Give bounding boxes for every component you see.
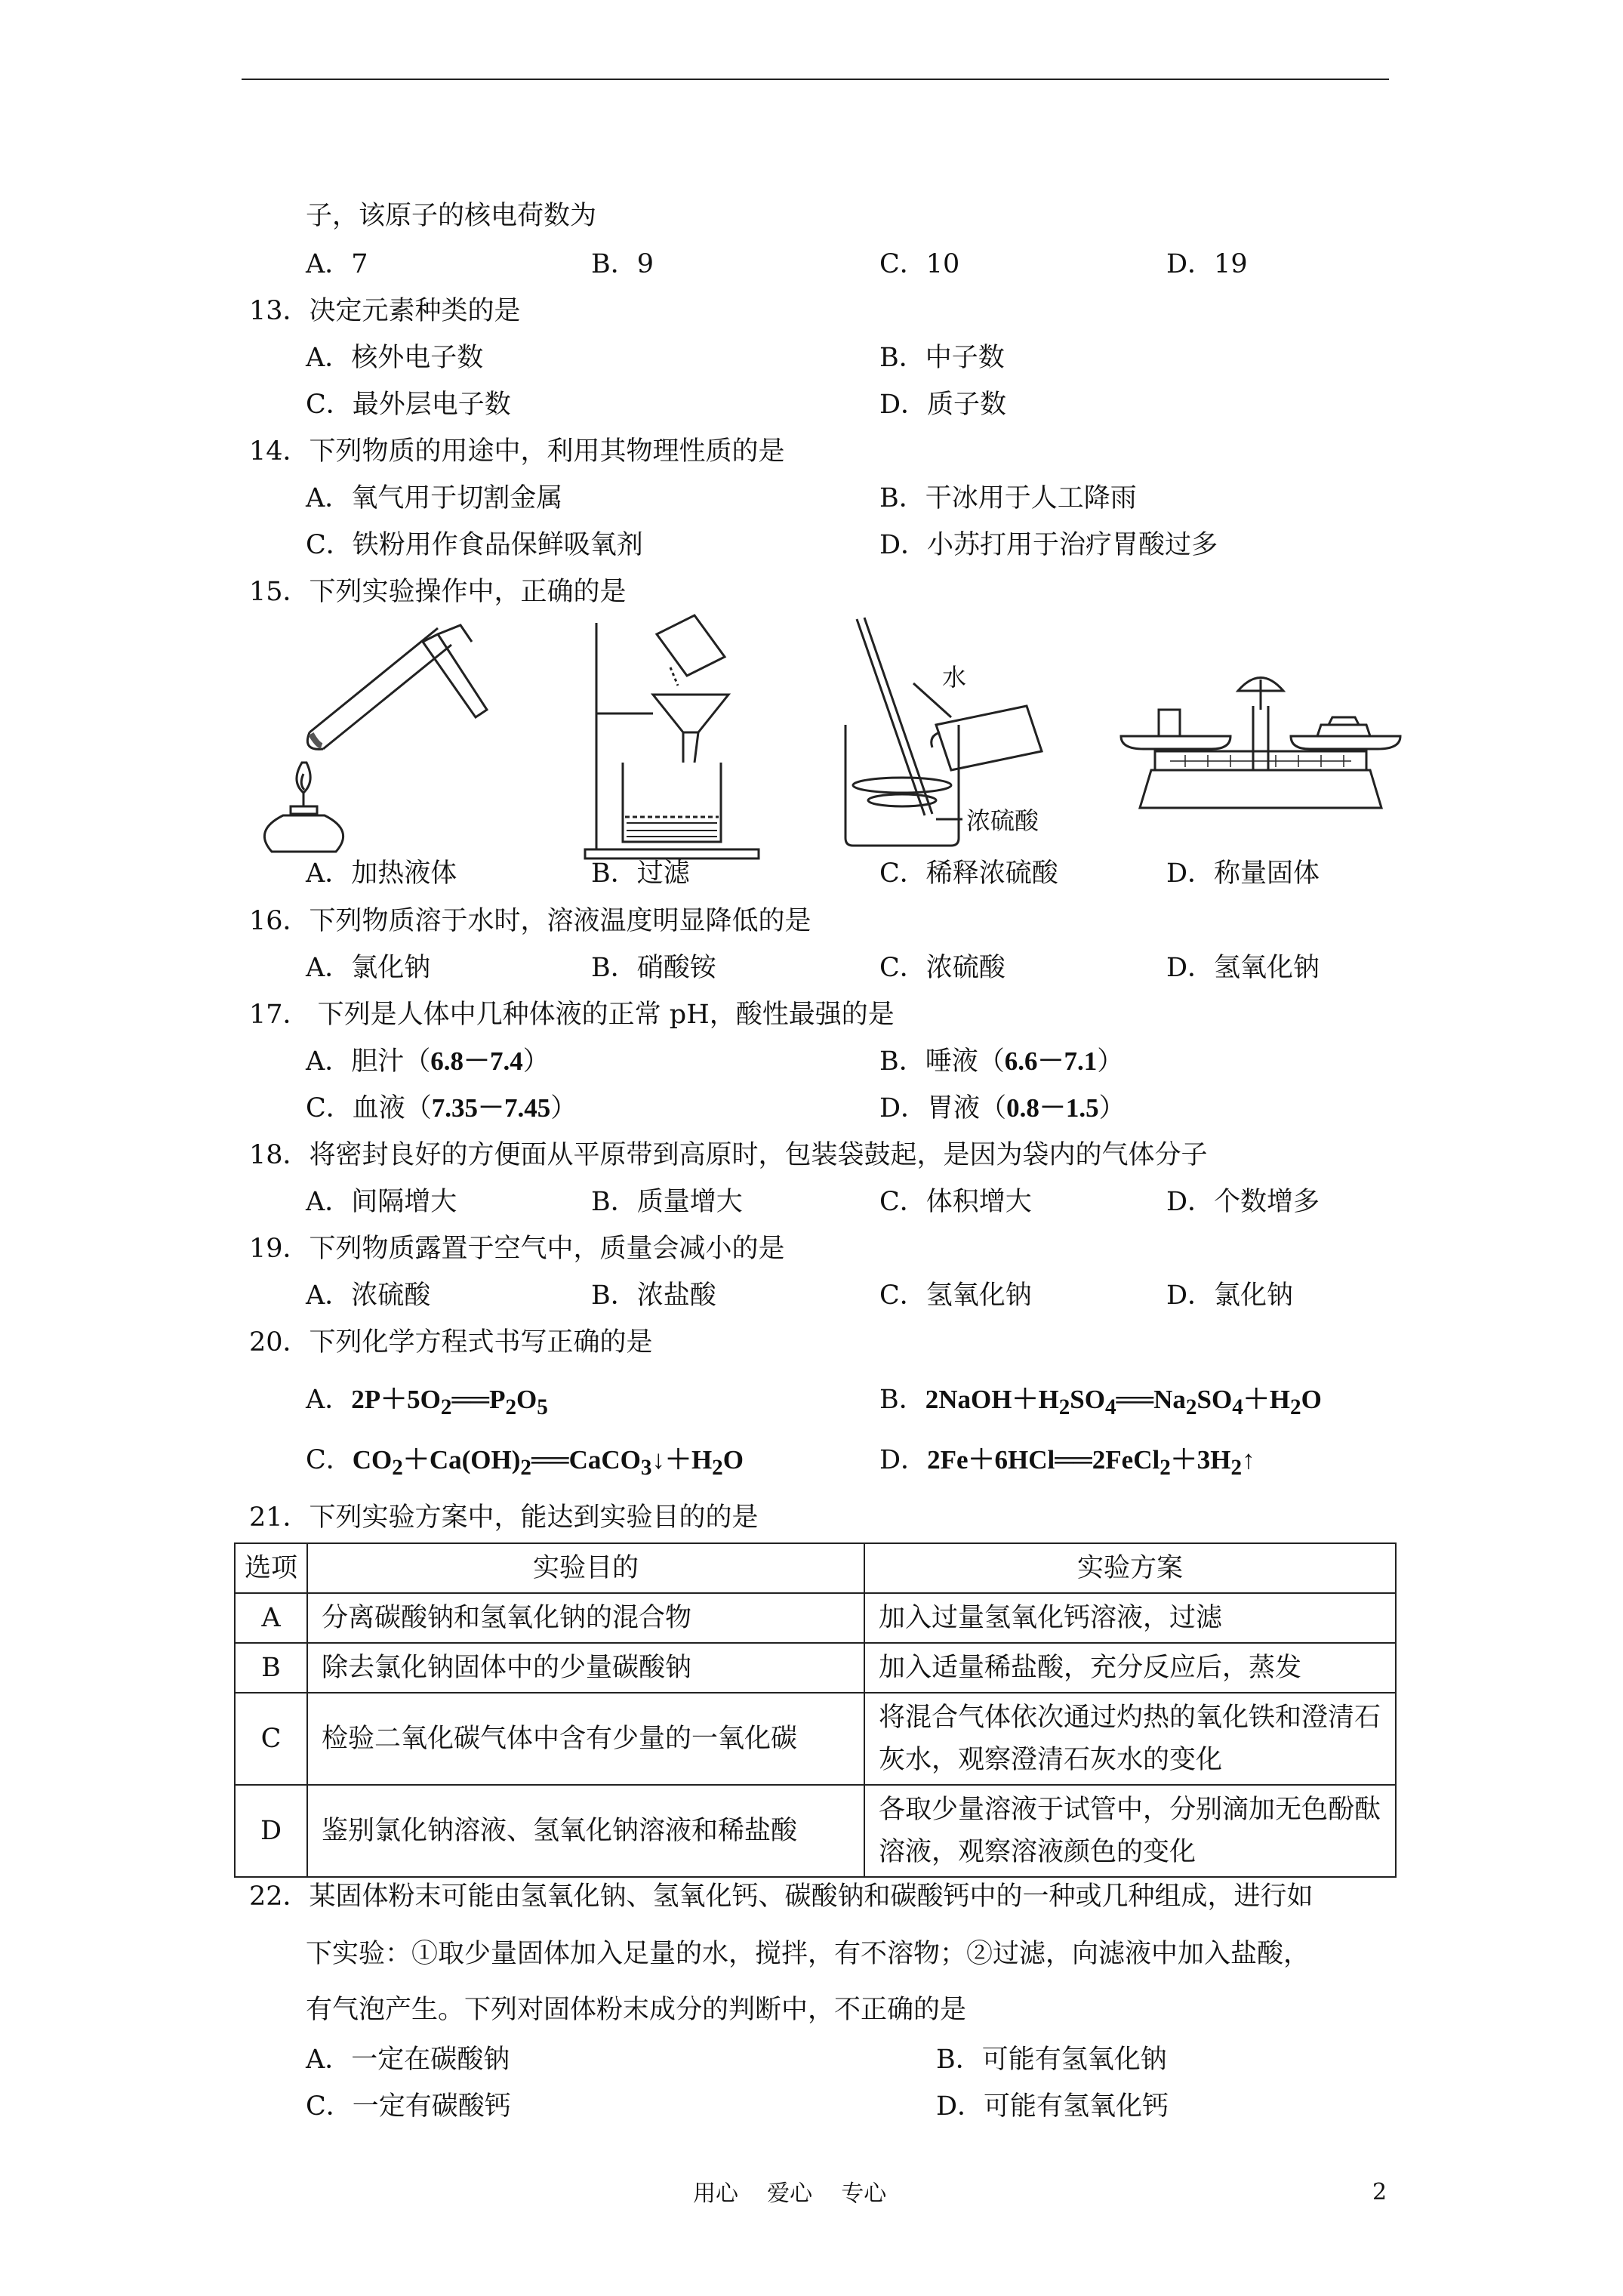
q19-option-d: D．氯化钠 (1166, 1281, 1294, 1311)
q15-option-c: C．稀释浓硫酸 (879, 858, 1058, 889)
row-option: B (235, 1643, 307, 1693)
header-purpose: 实验目的 (307, 1543, 864, 1593)
header-plan: 实验方案 (864, 1543, 1396, 1593)
page-number: 2 (1372, 2179, 1387, 2205)
q17-option-b: B．唾液（6.6－7.1） (879, 1046, 1124, 1077)
row-purpose: 鉴别氯化钠溶液、氢氧化钠溶液和稀盐酸 (307, 1785, 864, 1877)
table-row (235, 1693, 1396, 1785)
q12-option-c: C．10 (879, 249, 960, 279)
q19-option-b: B．浓盐酸 (591, 1281, 716, 1311)
row-purpose: 除去氯化钠固体中的少量碳酸钠 (307, 1643, 864, 1693)
row-purpose: 分离碳酸钠和氢氧化钠的混合物 (307, 1593, 864, 1643)
row-plan: 将混合气体依次通过灼热的氧化铁和澄清石灰水，观察澄清石灰水的变化 (864, 1693, 1396, 1785)
q16-stem: 16．下列物质溶于水时，溶液温度明显降低的是 (249, 906, 812, 936)
q14-option-a: A．氧气用于切割金属 (306, 483, 563, 513)
q17-option-d: D．胃液（0.8－1.5） (879, 1093, 1126, 1123)
q22-line-1: 22．某固体粉末可能由氢氧化钠、氢氧化钙、碳酸钠和碳酸钙中的一种或几种组成，进行如 (249, 1881, 1313, 1912)
q15-option-b: B．过滤 (591, 858, 690, 889)
q18-stem: 18．将密封良好的方便面从平原带到高原时，包装袋鼓起，是因为袋内的气体分子 (249, 1140, 1208, 1170)
q13-option-b: B．中子数 (879, 343, 1005, 373)
q12-option-b: B．9 (591, 249, 654, 279)
q18-option-c: C．体积增大 (879, 1187, 1032, 1217)
q18-option-d: D．个数增多 (1166, 1187, 1320, 1217)
row-option: A (235, 1593, 307, 1643)
q16-option-c: C．浓硫酸 (879, 953, 1006, 983)
q18-option-a: A．间隔增大 (306, 1187, 457, 1217)
q17-option-c: C．血液（7.35－7.45） (306, 1093, 577, 1123)
q20-option-d: D．$2Fe+6HCl══2FeCl_2+3H_2↑$ (879, 1445, 1255, 1480)
q22-line-3: 有气泡产生。下列对固体粉末成分的判断中，不正确的是 (306, 1995, 967, 2025)
water-label: 水 (942, 663, 967, 692)
q13-stem: 13．决定元素种类的是 (249, 296, 521, 326)
q19-stem: 19．下列物质露置于空气中，质量会减小的是 (249, 1234, 785, 1264)
figure-heating-liquid (249, 612, 491, 853)
q22-option-d: D．可能有氢氧化钙 (936, 2091, 1169, 2122)
row-plan: 各取少量溶液于试管中，分别滴加无色酚酞溶液，观察溶液颜色的变化 (864, 1785, 1396, 1877)
row-option: C (235, 1693, 307, 1785)
table-header-row (235, 1543, 1396, 1593)
figure-diluting-acid (830, 612, 1087, 853)
q22-option-a: A．一定在碳酸钠 (306, 2045, 510, 2075)
q12-stem-tail: 子，该原子的核电荷数为 (306, 201, 597, 231)
q17-stem: 17． 下列是人体中几种体液的正常 pH，酸性最强的是 (249, 1000, 895, 1030)
q15-option-d: D．称量固体 (1166, 858, 1320, 889)
row-option: D (235, 1785, 307, 1877)
q15-stem: 15．下列实验操作中，正确的是 (249, 577, 627, 607)
q20-option-a: A．$2P+5O_2══P_2O_5$ (306, 1385, 548, 1419)
figure-filtration (581, 612, 770, 861)
q19-option-c: C．氢氧化钠 (879, 1281, 1032, 1311)
q14-option-b: B．干冰用于人工降雨 (879, 483, 1137, 513)
header-rule (242, 79, 1389, 80)
q20-stem: 20．下列化学方程式书写正确的是 (249, 1327, 653, 1358)
figure-weighing-solid (1117, 664, 1404, 823)
q14-stem: 14．下列物质的用途中，利用其物理性质的是 (249, 436, 785, 467)
experiment-table (234, 1542, 1397, 1878)
q14-option-c: C．铁粉用作食品保鲜吸氧剂 (306, 530, 643, 560)
row-plan: 加入适量稀盐酸，充分反应后，蒸发 (864, 1643, 1396, 1693)
q16-option-d: D．氢氧化钠 (1166, 953, 1320, 983)
q17-option-a: A．胆汁（6.8－7.4） (306, 1046, 550, 1077)
q13-option-c: C．最外层电子数 (306, 390, 511, 420)
header-option: 选项 (235, 1543, 307, 1593)
q20-option-b: B．$2NaOH+H_2SO_4══Na_2SO_4+H_2O$ (879, 1385, 1322, 1419)
footer-motto: 用心 爱心 专心 (693, 2180, 887, 2207)
q21-stem: 21．下列实验方案中，能达到实验目的的是 (249, 1502, 759, 1533)
q15-option-a: A．加热液体 (306, 858, 457, 889)
table-row (235, 1593, 1396, 1643)
q16-option-a: A．氯化钠 (306, 953, 431, 983)
q13-option-d: D．质子数 (879, 390, 1007, 420)
q22-option-b: B．可能有氢氧化钠 (936, 2045, 1167, 2075)
q16-option-b: B．硝酸铵 (591, 953, 716, 983)
q12-option-a: A．7 (306, 249, 368, 279)
q22-line-2: 下实验：①取少量固体加入足量的水，搅拌，有不溶物；②过滤，向滤液中加入盐酸， (306, 1939, 1310, 1969)
q12-option-d: D．19 (1166, 249, 1248, 279)
row-purpose: 检验二氧化碳气体中含有少量的一氧化碳 (307, 1693, 864, 1785)
acid-label: 浓硫酸 (966, 806, 1039, 835)
table-row (235, 1785, 1396, 1877)
q19-option-a: A．浓硫酸 (306, 1281, 431, 1311)
q13-option-a: A．核外电子数 (306, 343, 484, 373)
q18-option-b: B．质量增大 (591, 1187, 743, 1217)
q20-option-c: C．$CO_2+Ca(OH)_2══CaCO_3↓+H_2O$ (306, 1445, 744, 1480)
table-row (235, 1643, 1396, 1693)
row-plan: 加入过量氢氧化钙溶液，过滤 (864, 1593, 1396, 1643)
q22-option-c: C．一定有碳酸钙 (306, 2091, 511, 2122)
q14-option-d: D．小苏打用于治疗胃酸过多 (879, 530, 1218, 560)
